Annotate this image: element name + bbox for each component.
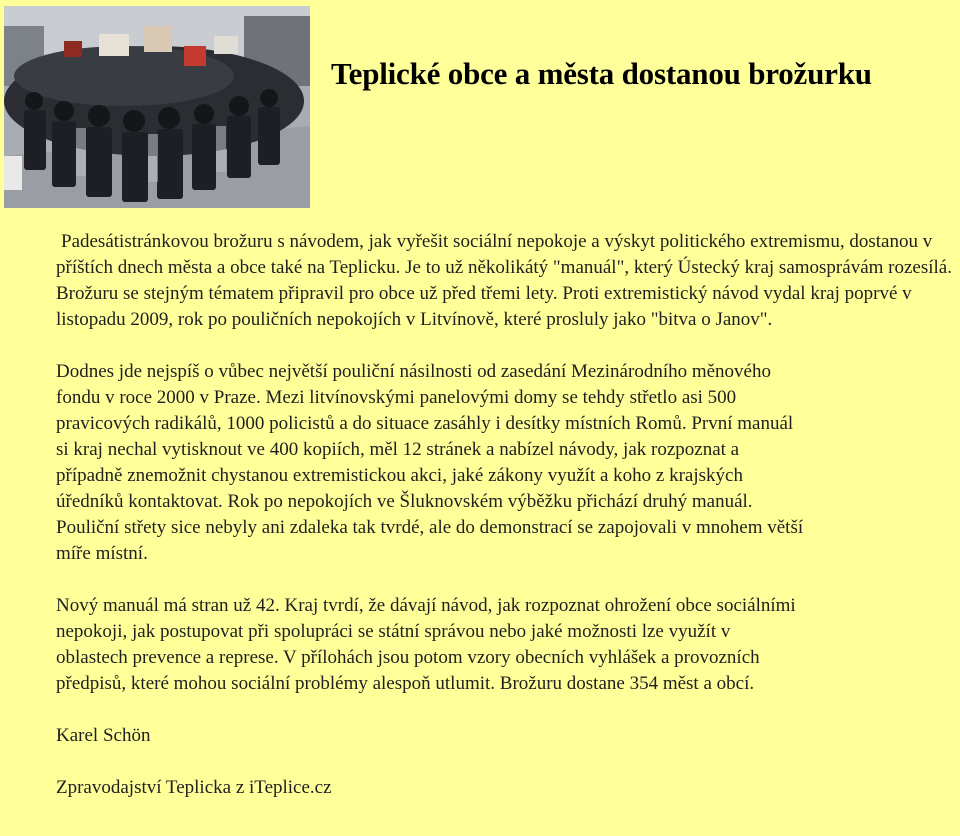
article-paragraph-2-line: Dodnes jde nejspíš o vůbec největší pouliční násilnosti od zasedání Mezinárodního měnového: [56, 361, 771, 382]
article-paragraph-3: [56, 593, 956, 697]
article-title: Teplické obce a města dostanou brožurku: [331, 56, 872, 91]
riot-police-photo: [4, 6, 310, 208]
article-paragraph-2-line: úředníků kontaktovat. Rok po nepokojích ve Šluknovském výběžku přichází druhý manuál.: [56, 491, 753, 512]
article-paragraph-1: Padesátistránkovou brožuru s návodem, jak vyřešit sociální nepokoje a výskyt politického extremismu, dostanou v příštích dnech města a obce také na Teplicku. Je to už několikátý "manuál", který Ústecký kraj samosprávám rozesílá. Brožuru se stejným tématem připravil pro obce už před třemi lety. Proti extremistický návod vydal kraj poprvé v listopadu 2009, rok po pouličních nepokojích v Litvínově, které prosluly jako "bitva o Janov".: [56, 231, 952, 330]
article-paragraph-2-line: případně znemožnit chystanou extremistickou akci, jaké zákony využít a koho z krajských: [56, 465, 743, 486]
article-paragraph-3-line: předpisů, které mohou sociální problémy alespoň utlumit. Brožuru dostane 354 měst a obcí.: [56, 673, 755, 694]
article-body: [56, 229, 956, 801]
article-paragraph-3-line: oblastech prevence a represe. V přílohách jsou potom vzory obecních vyhlášek a provozních: [56, 647, 760, 668]
article-author: Karel Schön: [56, 725, 151, 746]
article-paragraph-2-line: pravicových radikálů, 1000 policistů a do situace zasáhly i desítky místních Romů. První manuál: [56, 413, 794, 434]
article-paragraph-2-line: Pouliční střety sice nebyly ani zdaleka tak tvrdé, ale do demonstrací se zapojovali v mnohem větší: [56, 517, 804, 538]
article-source: Zpravodajství Teplicka z iTeplice.cz: [56, 777, 332, 798]
article-paragraph-3-line: nepokoji, jak postupovat při spolupráci se státní správou nebo jaké možnosti lze využít v: [56, 621, 731, 642]
article-paragraph-2-line: si kraj nechal vytisknout ve 400 kopiích, měl 12 stránek a nabízel návody, jak rozpoznat a: [56, 439, 740, 460]
article-paragraph-2: [56, 359, 956, 567]
article-paragraph-2-line: míře místní.: [56, 543, 148, 564]
riot-police-photo-illustration: [4, 6, 310, 208]
article-paragraph-3-line: Nový manuál má stran už 42. Kraj tvrdí, že dávají návod, jak rozpoznat ohrožení obce sociálními: [56, 595, 796, 616]
article-paragraph-2-line: fondu v roce 2000 v Praze. Mezi litvínovskými panelovými domy se tehdy střetlo asi 500: [56, 387, 737, 408]
